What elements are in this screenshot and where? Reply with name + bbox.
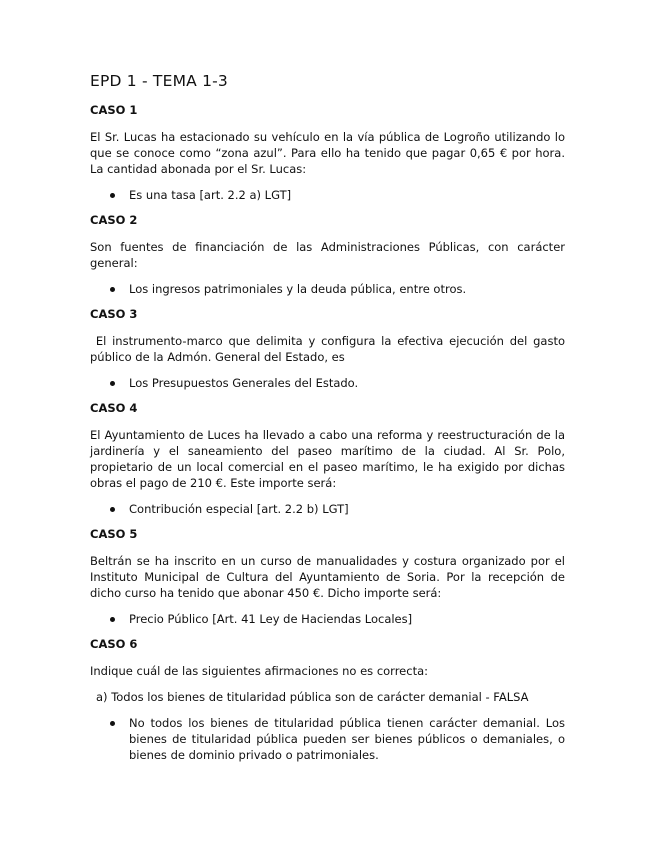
bullet-icon — [110, 617, 115, 622]
answer-item — [129, 715, 565, 763]
bullet-icon — [110, 507, 115, 512]
answer-item — [129, 375, 565, 391]
case-3 — [90, 307, 569, 391]
case-1 — [90, 103, 565, 203]
answer-text: Contribución especial [art. 2.2 b) LGT] — [129, 502, 349, 516]
answer-list — [90, 281, 565, 297]
answer-text: Los Presupuestos Generales del Estado. — [129, 376, 359, 390]
case-heading: CASO 3 — [90, 307, 138, 321]
case-text: El instrumento-marco que delimita y configura la efectiva ejecución del gasto público de la Admón. General del Estado, es — [90, 334, 569, 364]
bullet-icon — [110, 381, 115, 386]
option-a: a) Todos los bienes de titularidad pública son de carácter demanial - FALSA — [96, 690, 529, 704]
bullet-icon — [110, 721, 115, 726]
answer-list — [90, 611, 565, 627]
answer-list — [90, 187, 565, 203]
document-title: EPD 1 - TEMA 1-3 — [90, 72, 228, 90]
case-heading: CASO 1 — [90, 103, 138, 117]
answer-item — [129, 611, 565, 627]
case-2 — [90, 213, 565, 297]
answer-text: No todos los bienes de titularidad pública tienen carácter demanial. Los bienes de titularidad pública pueden ser bienes públicos o demaniales, o bienes de dominio privado o patrimoniales. — [129, 716, 565, 762]
answer-item — [129, 187, 565, 203]
case-5 — [90, 527, 565, 627]
bullet-icon — [110, 193, 115, 198]
answer-list — [90, 715, 565, 763]
answer-text: Precio Público [Art. 41 Ley de Haciendas Locales] — [129, 612, 413, 626]
answer-text: Es una tasa [art. 2.2 a) LGT] — [129, 188, 292, 202]
case-text: El Ayuntamiento de Luces ha llevado a cabo una reforma y reestructuración de la jardinería y el saneamiento del paseo marítimo de la ciudad. Al Sr. Polo, propietario de un local comercial en el paseo marítimo, le ha exigido por dichas obras el pago de 210 €. Este importe será: — [90, 428, 565, 490]
case-heading: CASO 6 — [90, 637, 138, 651]
answer-list — [90, 501, 565, 517]
bullet-icon — [110, 287, 115, 292]
answer-text: Los ingresos patrimoniales y la deuda pública, entre otros. — [129, 282, 467, 296]
case-6 — [90, 637, 565, 763]
case-text: Indique cuál de las siguientes afirmaciones no es correcta: — [90, 664, 429, 678]
answer-item — [129, 281, 565, 297]
answer-item — [129, 501, 565, 517]
case-text: El Sr. Lucas ha estacionado su vehículo en la vía pública de Logroño utilizando lo que se conoce como “zona azul”. Para ello ha tenido que pagar 0,65 € por hora. La cantidad abonada por el Sr. Lucas: — [90, 130, 565, 176]
case-text: Beltrán se ha inscrito en un curso de manualidades y costura organizado por el Instituto Municipal de Cultura del Ayuntamiento de Soria. Por la recepción de dicho curso ha tenido que abonar 450 €. Dicho importe será: — [90, 554, 565, 600]
case-heading: CASO 2 — [90, 213, 138, 227]
case-heading: CASO 5 — [90, 527, 138, 541]
case-4 — [90, 401, 565, 517]
case-heading: CASO 4 — [90, 401, 138, 415]
answer-list — [90, 375, 565, 391]
case-text: Son fuentes de financiación de las Administraciones Públicas, con carácter general: — [90, 240, 565, 270]
